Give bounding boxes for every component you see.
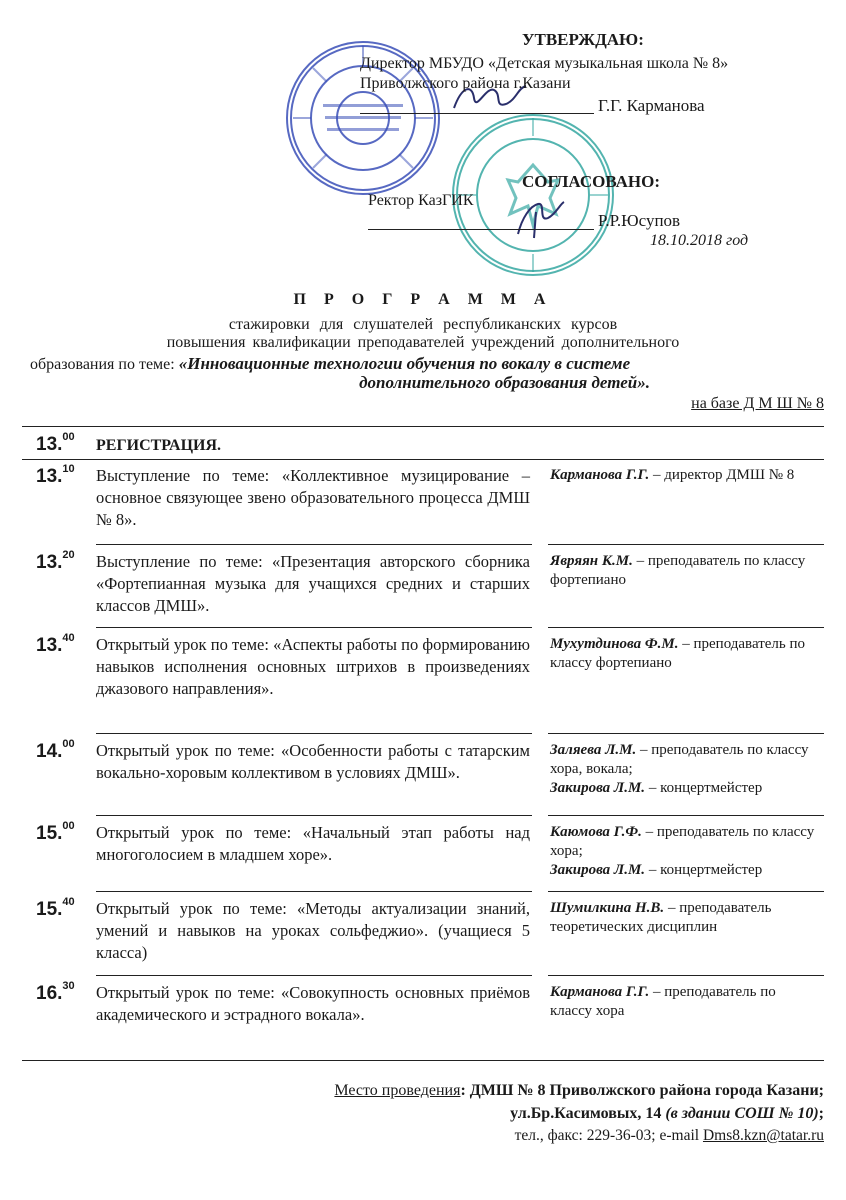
speaker-role: – концертмейстер bbox=[645, 780, 763, 796]
speaker-role: – концертмейстер bbox=[645, 862, 763, 878]
row-rule bbox=[548, 627, 824, 628]
document-date: 18.10.2018 год bbox=[650, 232, 749, 249]
row-rule bbox=[96, 975, 532, 976]
venue-value: : ДМШ № 8 Приволжского района города Казани; bbox=[460, 1082, 824, 1099]
agreed-signature-line bbox=[368, 229, 594, 230]
program-subtitle-line3 bbox=[30, 354, 630, 374]
speaker-name: Карманова Г.Г. bbox=[550, 984, 650, 1000]
address-line bbox=[510, 1105, 824, 1123]
row-rule bbox=[96, 815, 532, 816]
item-2-text: Выступление по теме: «Коллективное музицирование – основное связующее звено образовательного процесса ДМШ № 8». bbox=[96, 466, 530, 529]
speaker-name: Каюмова Г.Ф. bbox=[550, 824, 642, 840]
rector-signature-icon bbox=[508, 198, 568, 240]
speaker-name: Закирова Л.М. bbox=[550, 780, 646, 796]
agreed-title: СОГЛАСОВАНО: bbox=[522, 172, 661, 191]
item-6-text: Открытый урок по теме: «Начальный этап работы над многоголосием в младшем хоре». bbox=[96, 823, 530, 864]
speaker-role: – преподаватель по классу хора; bbox=[550, 824, 815, 859]
time-8: 16.30 bbox=[36, 980, 75, 1004]
approve-title: УТВЕРЖДАЮ: bbox=[522, 30, 644, 49]
item-1-text: РЕГИСТРАЦИЯ. bbox=[96, 437, 222, 454]
item-3-speaker bbox=[550, 552, 815, 590]
row-rule bbox=[22, 459, 824, 460]
time-4: 13.40 bbox=[36, 632, 75, 656]
row-rule bbox=[548, 544, 824, 545]
topic-title-part2: дополнительного образования детей». bbox=[359, 373, 650, 392]
address: ул.Бр.Касимовых, 14 bbox=[510, 1105, 662, 1122]
row-rule bbox=[96, 891, 532, 892]
speaker-role: – преподаватель по классу хора, вокала; bbox=[550, 742, 809, 777]
speaker-role: – преподаватель теоретических дисциплин bbox=[550, 900, 772, 935]
speaker-name: Заляева Л.М. bbox=[550, 742, 637, 758]
agreed-name: Р.Р.Юсупов bbox=[598, 211, 681, 230]
row-rule bbox=[548, 815, 824, 816]
approve-position-line: Директор МБУДО «Детская музыкальная школа № 8» bbox=[360, 55, 729, 72]
item-7-speaker bbox=[550, 899, 815, 937]
speaker-role: – преподаватель по классу фортепиано bbox=[550, 553, 806, 588]
contacts-line bbox=[515, 1127, 824, 1145]
speaker-name: Явряян К.М. bbox=[550, 553, 633, 569]
item-4-text: Открытый урок по теме: «Аспекты работы по формированию навыков исполнения основных штрихов в произведениях джазового направления». bbox=[96, 635, 530, 698]
row-rule bbox=[96, 627, 532, 628]
schedule-bottom-rule bbox=[22, 1060, 824, 1061]
approve-name: Г.Г. Карманова bbox=[598, 96, 705, 115]
row-rule bbox=[548, 733, 824, 734]
rector-label: Ректор КазГИК bbox=[368, 192, 474, 209]
item-8-speaker bbox=[550, 983, 815, 1021]
venue-line bbox=[334, 1082, 824, 1100]
time-7: 15.40 bbox=[36, 896, 75, 920]
item-5-speakers bbox=[550, 741, 815, 798]
topic-prefix: образования по теме: bbox=[30, 356, 175, 373]
item-8-text: Открытый урок по теме: «Совокупность основных приёмов академического и эстрадного вокала». bbox=[96, 983, 530, 1024]
time-1: 13.00 bbox=[36, 431, 75, 455]
item-3-text: Выступление по теме: «Презентация авторского сборника «Фортепианная музыка для учащихся средних и старших классов ДМШ». bbox=[96, 552, 530, 615]
row-rule bbox=[96, 733, 532, 734]
row-rule bbox=[96, 544, 532, 545]
row-rule bbox=[548, 975, 824, 976]
speaker-name: Мухутдинова Ф.М. bbox=[550, 636, 679, 652]
time-5: 14.00 bbox=[36, 738, 75, 762]
address-note: (в здании СОШ № 10) bbox=[665, 1105, 819, 1122]
program-subtitle-line1: стажировки для слушателей республиканских курсов bbox=[228, 316, 618, 333]
venue-base: на базе Д М Ш № 8 bbox=[691, 395, 824, 412]
item-2-speaker bbox=[550, 466, 815, 485]
venue-label: Место проведения bbox=[334, 1082, 461, 1099]
speaker-name: Шумилкина Н.В. bbox=[550, 900, 665, 916]
time-2: 13.10 bbox=[36, 463, 75, 487]
speaker-role: – преподаватель по классу фортепиано bbox=[550, 636, 806, 671]
item-4-speaker bbox=[550, 635, 825, 673]
program-subtitle-line2: повышения квалификации преподавателей учреждений дополнительного bbox=[166, 334, 680, 351]
schedule-top-rule bbox=[22, 426, 824, 427]
speaker-name: Закирова Л.М. bbox=[550, 862, 646, 878]
item-5-text: Открытый урок по теме: «Особенности работы с татарским вокально-хоровым коллективом в условиях ДМШ». bbox=[96, 741, 530, 782]
topic-title-part1: «Инновационные технологии обучения по вокалу в системе bbox=[178, 354, 631, 373]
email-link[interactable]: Dms8.kzn@tatar.ru bbox=[702, 1127, 824, 1144]
row-rule bbox=[548, 891, 824, 892]
program-title: П Р О Г Р А М М А bbox=[293, 291, 553, 308]
address-end: ; bbox=[818, 1105, 824, 1122]
time-3: 13.20 bbox=[36, 549, 75, 573]
item-7-text: Открытый урок по теме: «Методы актуализации знаний, умений и навыков на уроках сольфеджио». (учащиеся 5 класса) bbox=[96, 899, 530, 962]
approve-signature-line bbox=[360, 113, 594, 114]
speaker-role: – преподаватель по классу хора bbox=[550, 984, 776, 1019]
speaker-role: – директор ДМШ № 8 bbox=[649, 467, 795, 483]
item-6-speakers bbox=[550, 823, 815, 880]
time-6: 15.00 bbox=[36, 820, 75, 844]
contacts-prefix: тел., факс: 229-36-03; e-mail bbox=[514, 1127, 700, 1144]
speaker-name: Карманова Г.Г. bbox=[550, 467, 650, 483]
approve-district-line: Приволжского района г.Казани bbox=[360, 75, 571, 92]
